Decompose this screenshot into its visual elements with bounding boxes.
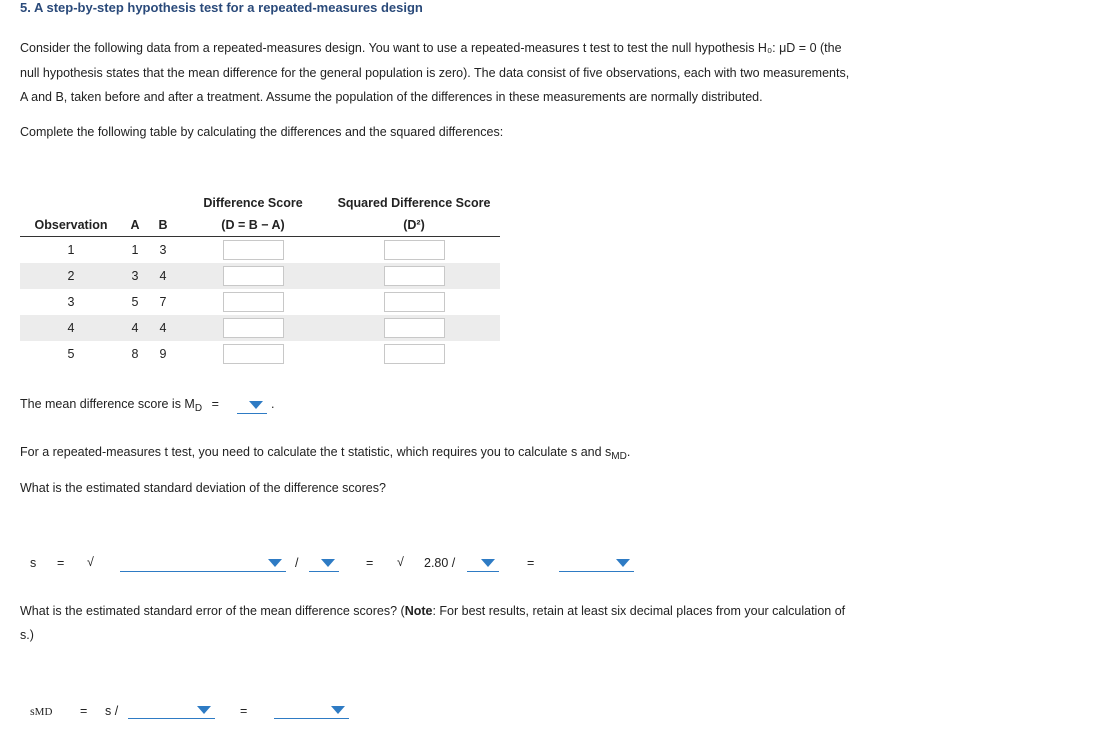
b-cell: 7 bbox=[159, 295, 167, 309]
a-cell: 3 bbox=[122, 263, 148, 289]
sd-question: What is the estimated standard deviation of the difference scores? bbox=[20, 481, 386, 495]
sqrt-symbol: √ bbox=[87, 555, 94, 569]
squared-difference-input[interactable] bbox=[384, 292, 445, 312]
observation-cell: 4 bbox=[20, 315, 122, 341]
chevron-down-icon bbox=[616, 559, 630, 567]
mean-difference-dropdown[interactable] bbox=[237, 397, 267, 414]
difference-input[interactable] bbox=[223, 240, 284, 260]
a-cell: 5 bbox=[131, 295, 139, 309]
se-question-line-2: s.) bbox=[20, 628, 34, 642]
header-squared-difference: Squared Difference Score bbox=[337, 196, 491, 210]
header-observation: Observation bbox=[20, 214, 122, 237]
table-prompt: Complete the following table by calculating the differences and the squared differences: bbox=[20, 125, 504, 139]
observation-cell: 1 bbox=[67, 243, 75, 257]
s-label: s bbox=[30, 556, 37, 570]
b-cell: 4 bbox=[148, 315, 178, 341]
table-row bbox=[20, 315, 500, 341]
observation-cell: 5 bbox=[67, 347, 75, 361]
s-partial-value: 2.80 / bbox=[424, 556, 456, 570]
smd-equals: = bbox=[80, 704, 88, 718]
data-table bbox=[20, 192, 500, 367]
header-a: A bbox=[122, 214, 148, 237]
intro-paragraph bbox=[20, 36, 1070, 110]
chevron-down-icon bbox=[268, 559, 282, 567]
s-result-dropdown[interactable] bbox=[559, 555, 634, 572]
a-cell: 1 bbox=[131, 243, 139, 257]
chevron-down-icon bbox=[481, 559, 495, 567]
divide-slash: / bbox=[295, 556, 299, 570]
intro-line-1: Consider the following data from a repeated-measures design. You want to use a repeated-measures t test to test the null hypothesis H₀: μD = 0 (the bbox=[20, 41, 842, 55]
period-text: . bbox=[271, 397, 275, 411]
table-row bbox=[20, 237, 500, 264]
table-row bbox=[20, 341, 500, 367]
b-cell: 9 bbox=[159, 347, 167, 361]
b-cell: 4 bbox=[148, 263, 178, 289]
intro-line-2: null hypothesis states that the mean difference for the general population is zero). The data consist of five observations, each with two measurements, bbox=[20, 65, 850, 80]
intro-line-3: A and B, taken before and after a treatment. Assume the population of the differences in these measurements are normally distributed. bbox=[20, 90, 763, 104]
t-statistic-text: For a repeated-measures t test, you need to calculate the t statistic, which requires you to calculate s and $s_{MD}$. bbox=[20, 445, 631, 462]
difference-input[interactable] bbox=[223, 318, 284, 338]
chevron-down-icon bbox=[321, 559, 335, 567]
chevron-down-icon bbox=[249, 401, 263, 409]
squared-difference-input[interactable] bbox=[384, 318, 445, 338]
smd-label: sMD bbox=[30, 704, 53, 718]
smd-s-over: s / bbox=[105, 704, 119, 718]
squared-difference-input[interactable] bbox=[384, 240, 445, 260]
se-question: What is the estimated standard error of the mean difference scores? (Note: For best results, retain at least six decimal places from your calculation of bbox=[20, 604, 846, 618]
sqrt-n-dropdown[interactable] bbox=[128, 702, 215, 719]
chevron-down-icon bbox=[197, 706, 211, 714]
header-b: B bbox=[148, 214, 178, 237]
smd-result-dropdown[interactable] bbox=[274, 702, 349, 719]
header-difference-formula: (D = B − A) bbox=[178, 214, 328, 237]
s-equals-3: = bbox=[527, 556, 535, 570]
header-difference-score: Difference Score bbox=[203, 196, 303, 210]
chevron-down-icon bbox=[331, 706, 345, 714]
a-cell: 4 bbox=[122, 315, 148, 341]
table-row bbox=[20, 263, 500, 289]
b-cell: 3 bbox=[159, 243, 167, 257]
observation-cell: 3 bbox=[67, 295, 75, 309]
ss-dropdown[interactable] bbox=[120, 555, 286, 572]
table-row bbox=[20, 289, 500, 315]
s-equals-2: = bbox=[366, 556, 374, 570]
difference-input[interactable] bbox=[223, 266, 284, 286]
squared-difference-input[interactable] bbox=[384, 344, 445, 364]
page-title: 5. A step-by-step hypothesis test for a repeated-measures design bbox=[20, 0, 423, 15]
difference-input[interactable] bbox=[223, 344, 284, 364]
s-equals: = bbox=[57, 556, 65, 570]
observation-cell: 2 bbox=[20, 263, 122, 289]
df-dropdown[interactable] bbox=[309, 555, 339, 572]
difference-input[interactable] bbox=[223, 292, 284, 312]
squared-difference-input[interactable] bbox=[384, 266, 445, 286]
mean-difference-text: The mean difference score is $M_D$ = bbox=[20, 397, 219, 414]
sqrt-symbol-2: √ bbox=[397, 555, 404, 569]
smd-equals-2: = bbox=[240, 704, 248, 718]
a-cell: 8 bbox=[131, 347, 139, 361]
header-squared-formula: (D²) bbox=[328, 214, 500, 237]
df-dropdown-2[interactable] bbox=[467, 555, 499, 572]
